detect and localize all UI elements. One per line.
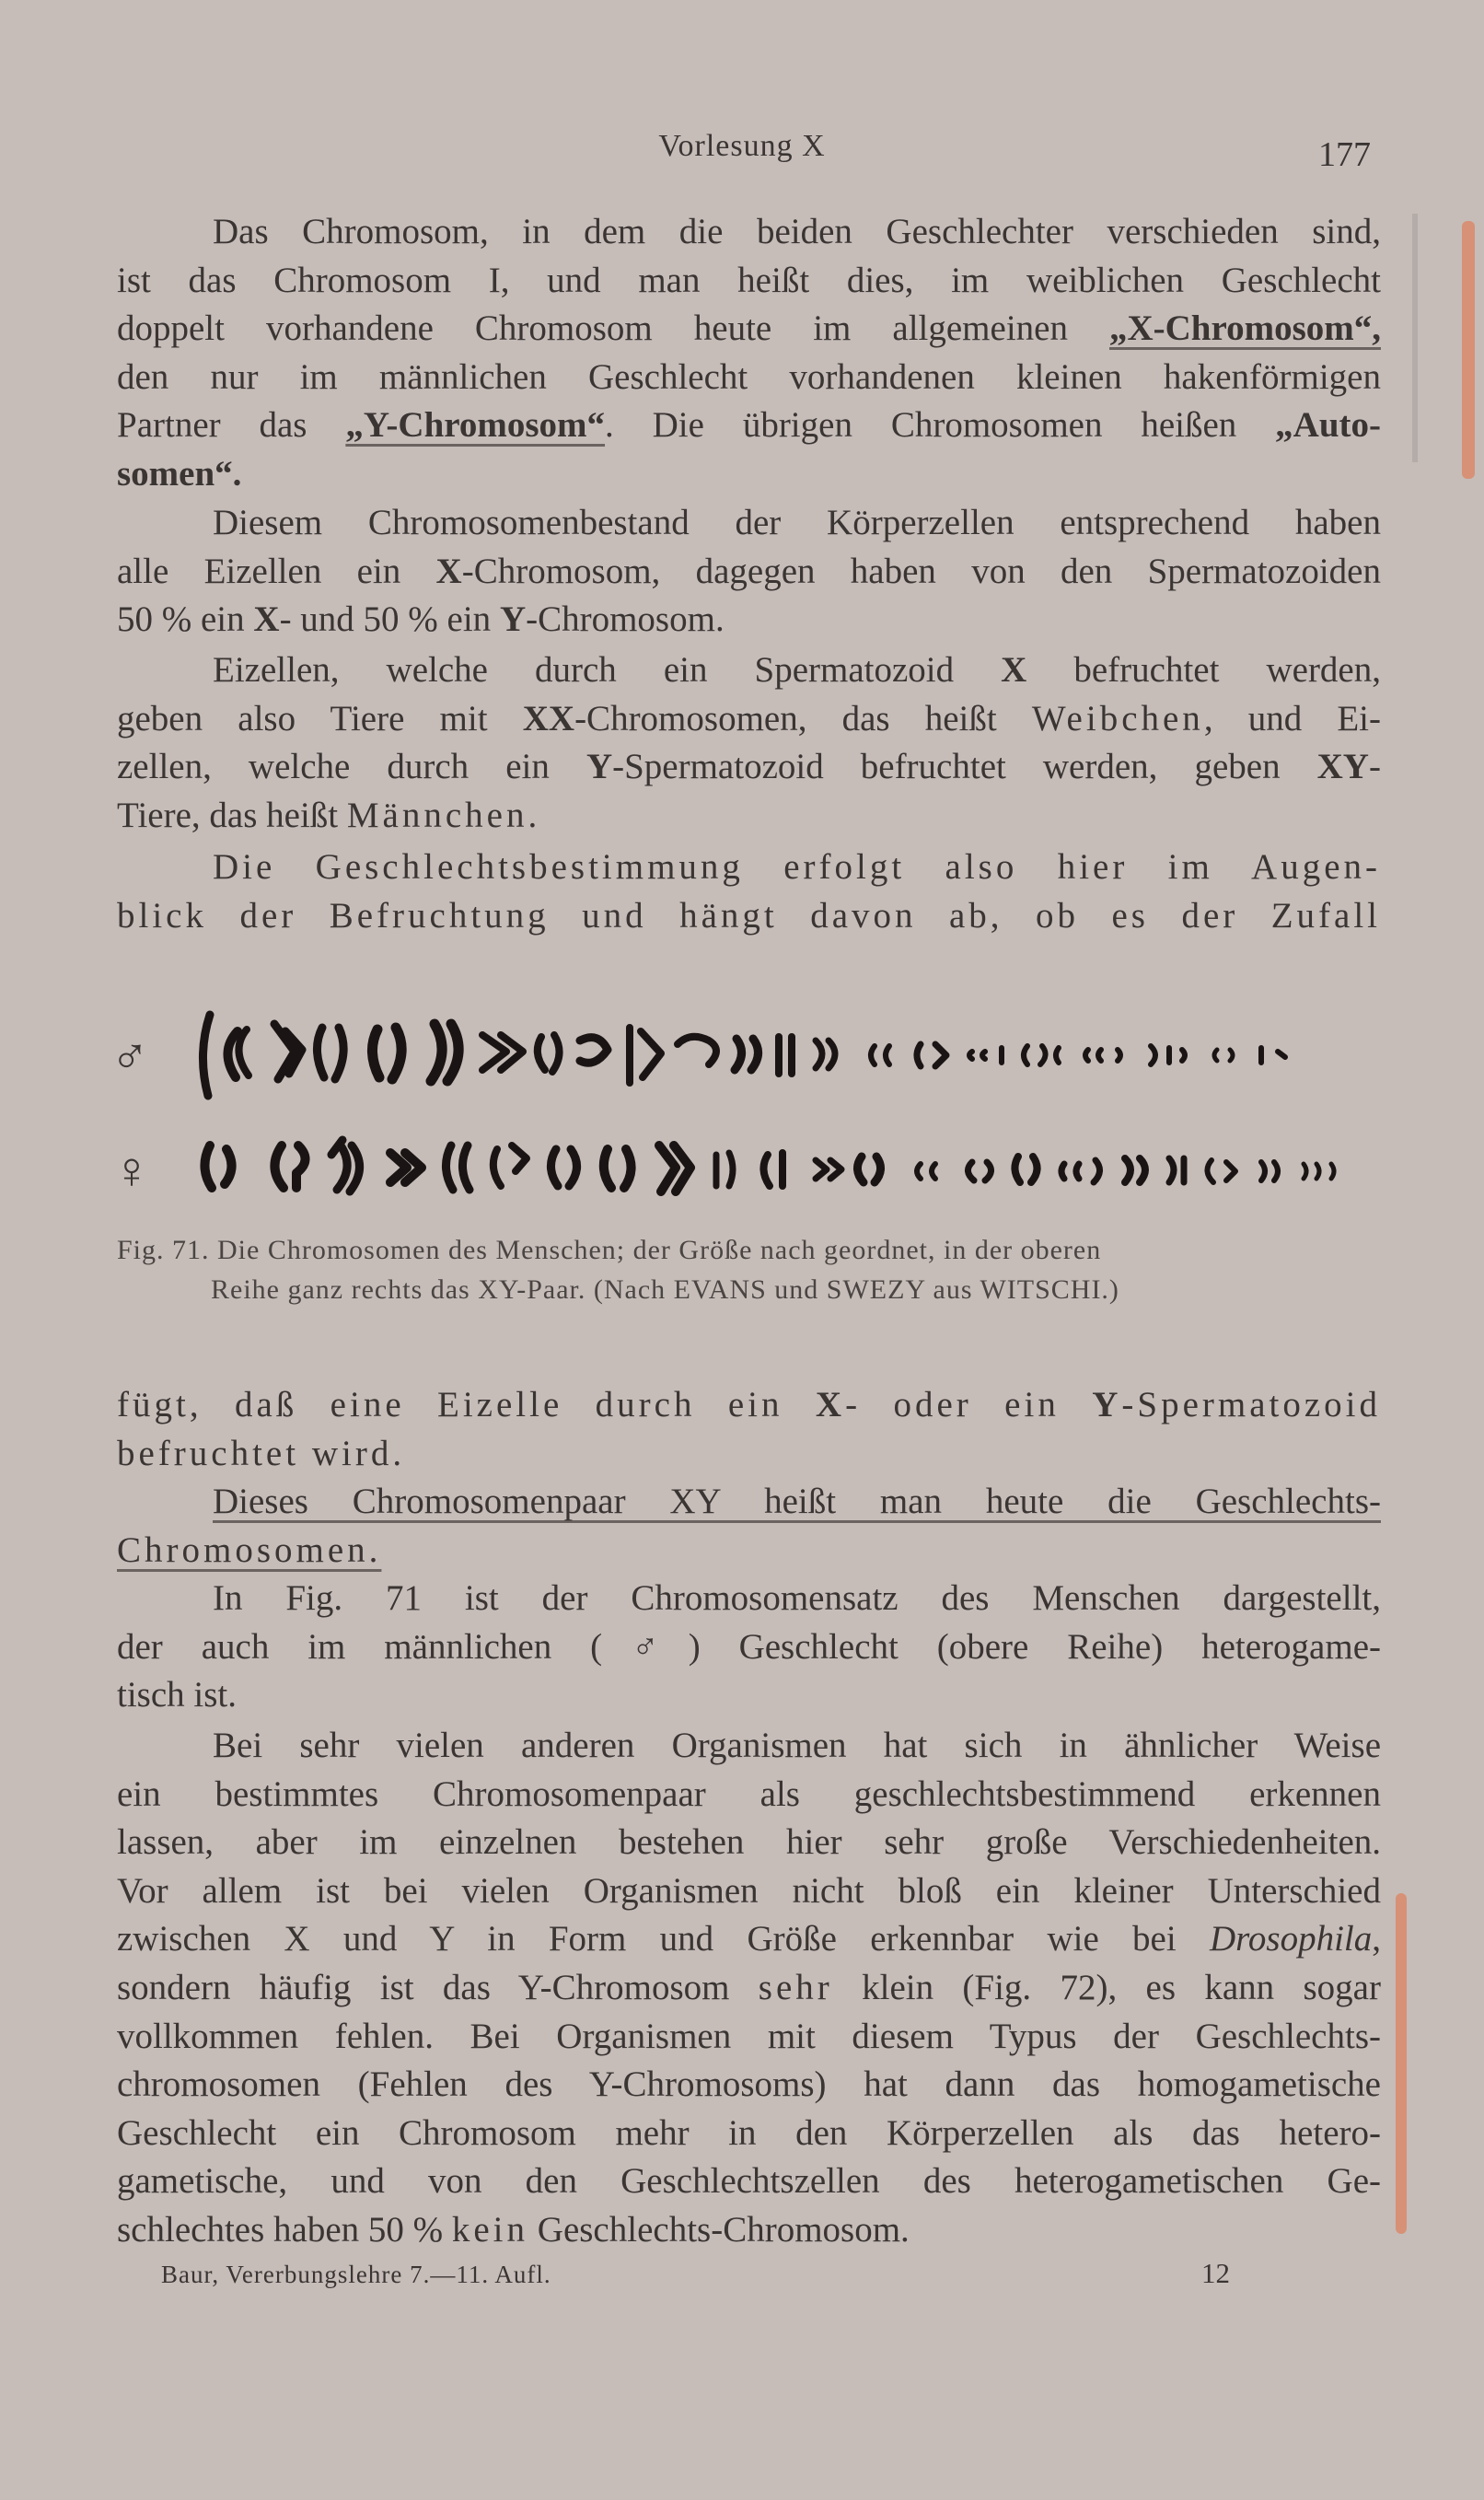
text-line: Die Geschlechtsbestimmung erfolgt also hier im Augen-	[213, 847, 1381, 887]
text-line: Partner das „Y-Chromosom“. Die übrigen Chromosomen heißen „Auto-	[117, 405, 1382, 446]
text-line: ein bestimmtes Chromosomenpaar als geschlechtsbestimmend erkennen	[117, 1773, 1381, 1814]
text-line: schlechtes haben 50 % kein Geschlechts-Chromosom.	[117, 2209, 910, 2250]
paragraph-organismen	[117, 1722, 1381, 2255]
chromosome-row-female	[193, 1118, 1381, 1219]
text-line: geben also Tiere mit XX-Chromosomen, das heißt Weibchen, und Ei-	[117, 698, 1381, 738]
text-line: befruchtet wird.	[117, 1433, 406, 1473]
text-line: Chromosomen.	[117, 1529, 382, 1570]
chromosome-row-male	[193, 1004, 1381, 1105]
text-line: Dieses Chromosomenpaar XY heißt man heute die Geschlechts-	[213, 1482, 1381, 1521]
figure-caption	[117, 1230, 1381, 1309]
text-line: blick der Befruchtung und hängt davon ab, ob es der Zufall	[117, 895, 1381, 936]
text-line: gametische, und von den Geschlechtszellen des heterogametischen Ge-	[117, 2161, 1381, 2202]
text-line: Eizellen, welche durch ein Spermatozoid X befruchtet werden,	[213, 650, 1381, 690]
text-line: zellen, welche durch ein Y-Spermatozoid befruchtet werden, geben XY-	[117, 747, 1381, 787]
text-line: der auch im männlichen (♂) Geschlecht (obere Reihe) heterogame-	[117, 1626, 1381, 1667]
page-number: 177	[1318, 135, 1371, 174]
text-line: Vor allem ist bei vielen Organismen nicht bloß ein kleiner Unterschied	[117, 1870, 1381, 1911]
chromosome-glyphs	[204, 1140, 1334, 1192]
signature-number: 12	[1201, 2257, 1230, 2289]
caption-line: Reihe ganz rechts das XY-Paar. (Nach EVANS und SWEZY aus WITSCHI.)	[211, 1274, 1119, 1305]
text-line: fügt, daß eine Eizelle durch ein X- oder ein Y-Spermatozoid	[117, 1385, 1381, 1424]
text-line: Bei sehr vielen anderen Organismen hat sich in ähnlicher Weise	[213, 1726, 1381, 1765]
margin-highlight-top	[1462, 221, 1475, 479]
margin-highlight-bottom	[1396, 1893, 1407, 2234]
text-line: alle Eizellen ein X-Chromosom, dagegen haben von den Spermatozoiden	[117, 551, 1381, 591]
text-line: somen“.	[117, 453, 242, 494]
text-line: Geschlecht ein Chromosom mehr in den Körperzellen als das hetero-	[117, 2112, 1381, 2153]
text-line: zwischen X und Y in Form und Größe erkennbar wie bei Drosophila,	[117, 1919, 1381, 1959]
chromosome-glyphs	[203, 1015, 1285, 1096]
female-symbol: ♀	[112, 1143, 151, 1200]
running-header: Vorlesung X	[658, 129, 826, 163]
paragraph-fig71	[117, 1575, 1381, 1720]
male-symbol: ♂	[110, 1029, 149, 1086]
margin-pencil-mark	[1412, 214, 1418, 462]
text-line: vollkommen fehlen. Bei Organismen mit diesem Typus der Geschlechts-	[117, 2016, 1381, 2056]
paragraph-x-chromosom	[117, 208, 1381, 499]
text-line: Diesem Chromosomenbestand der Körperzellen entsprechend haben	[213, 503, 1381, 542]
caption-line: Fig. 71. Die Chromosomen des Menschen; der Größe nach geordnet, in der oberen	[117, 1235, 1102, 1265]
paragraph-geschlechtsbestimmung	[117, 843, 1381, 940]
paragraph-eizellen	[117, 646, 1381, 840]
paragraph-fuegt	[117, 1381, 1381, 1478]
text-line: sondern häufig ist das Y-Chromosom sehr klein (Fig. 72), es kann sogar	[117, 1967, 1381, 2007]
text-line: doppelt vorhandene Chromosom heute im allgemeinen „X-Chromosom“,	[117, 308, 1381, 349]
text-line: Tiere, das heißt Männchen.	[117, 795, 538, 835]
text-line: chromosomen (Fehlen des Y-Chromosoms) hat dann das homogametische	[117, 2064, 1381, 2105]
text-line: In Fig. 71 ist der Chromosomensatz des Menschen dargestellt,	[213, 1578, 1381, 1618]
text-line: lassen, aber im einzelnen bestehen hier sehr große Verschiedenheiten.	[117, 1822, 1381, 1863]
text-line: ist das Chromosom I, und man heißt dies, im weiblichen Geschlecht	[117, 260, 1381, 300]
text-line: den nur im männlichen Geschlecht vorhandenen kleinen hakenförmigen	[117, 356, 1381, 397]
text-line: tisch ist.	[117, 1675, 238, 1715]
text-line: 50 % ein X- und 50 % ein Y-Chromosom.	[117, 599, 725, 640]
text-line: Das Chromosom, in dem die beiden Geschlechter verschieden sind,	[213, 212, 1381, 251]
paragraph-geschlechtschromosomen	[117, 1478, 1381, 1575]
paragraph-chromosomenbestand	[117, 499, 1381, 645]
footer-citation: Baur, Vererbungslehre 7.—11. Aufl.	[161, 2261, 551, 2288]
